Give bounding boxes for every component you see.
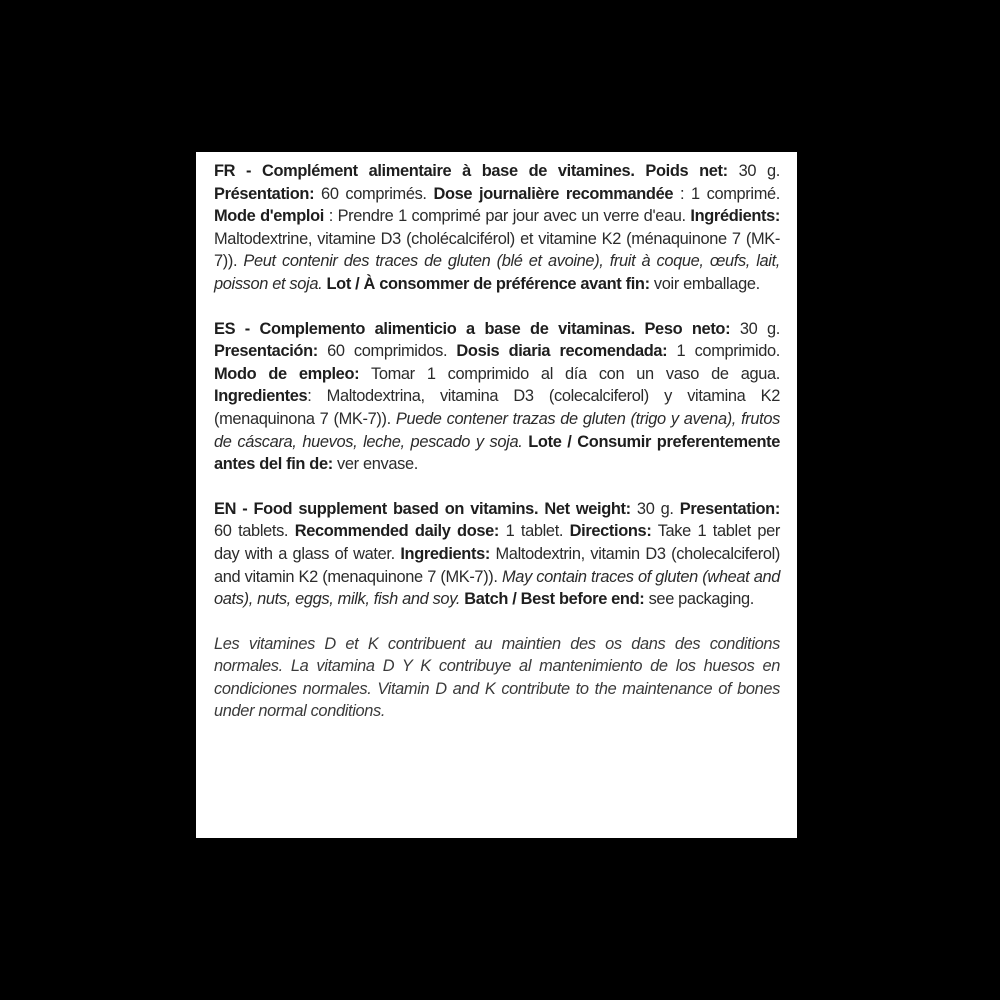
es-heading: ES - Complemento alimenticio a base de vitaminas.	[214, 319, 635, 338]
spacer	[214, 611, 780, 633]
fr-directions-value: : Prendre 1 comprimé par jour avec un verre d'eau.	[324, 207, 691, 226]
fr-allergens: Peut contenir des traces de gluten (blé et avoine), fruit à coque, œufs, lait, poisson et soja.	[214, 252, 780, 293]
en-batch-label: Batch / Best before end:	[460, 590, 645, 609]
fr-net-weight-value: 30 g.	[727, 162, 780, 180]
label-panel	[196, 152, 797, 838]
fr-presentation-label: Présentation:	[214, 184, 315, 203]
fr-batch-value: voir emballage.	[649, 274, 760, 293]
es-allergens: Puede contener trazas de gluten (trigo y avena), frutos de cáscara, huevos, leche, pescado y soja.	[214, 409, 780, 451]
fr-ingredients-label: Ingrédients:	[690, 207, 781, 226]
es-ingredients-value: : Maltodextrina, vitamina D3 (colecalciferol) y vitamina K2 (menaquinona 7 (MK-7)).	[214, 387, 780, 428]
es-presentation-label: Presentación:	[214, 342, 318, 361]
en-batch-value: see packaging.	[644, 590, 754, 609]
en-directions-label: Directions:	[569, 522, 652, 541]
en-directions-value: Take 1 tablet per day with a glass of water.	[214, 522, 780, 563]
es-net-weight-value: 30 g.	[730, 319, 780, 338]
es-directions-label: Modo de empleo:	[214, 364, 360, 383]
en-net-weight-value: 30 g.	[630, 499, 680, 518]
fr-presentation-value: 60 comprimés.	[314, 184, 434, 203]
en-dose-value: 1 tablet.	[499, 522, 570, 541]
fr-directions-label: Mode d'emploi	[214, 207, 325, 226]
es-batch-value: ver envase.	[332, 455, 418, 474]
fr-heading: FR - Complément alimentaire à base de vitamines.	[214, 162, 635, 180]
es-batch-label: Lote / Consumir preferentemente antes del fin de:	[214, 432, 780, 474]
en-net-weight-label: Net weight:	[544, 499, 631, 518]
label-content	[214, 160, 780, 723]
es-dose-value: 1 comprimido.	[667, 342, 780, 361]
spacer	[214, 296, 780, 318]
en-ingredients-label: Ingredients:	[400, 544, 490, 563]
es-net-weight-label: Peso neto:	[644, 319, 731, 338]
en-presentation-label: Presentation:	[679, 499, 780, 518]
health-claims: Les vitamines D et K contribuent au maintien des os dans des conditions normales. La vitamina D Y K contribuye al mantenimiento de los huesos en condiciones normales. Vitamin D and K contribute to the maintenance of bones under normal conditions.	[214, 634, 780, 721]
section-fr	[214, 160, 780, 296]
section-es	[214, 318, 780, 476]
en-heading: EN - Food supplement based on vitamins.	[214, 499, 539, 518]
es-presentation-value: 60 comprimidos.	[317, 342, 457, 361]
es-dose-label: Dosis diaria recomendada:	[456, 342, 668, 361]
es-ingredients-label: Ingredientes	[214, 387, 308, 406]
en-presentation-value: 60 tablets.	[214, 522, 295, 541]
fr-dose-value: : 1 comprimé.	[673, 184, 780, 203]
en-ingredients-value: Maltodextrin, vitamin D3 (cholecalciferol) and vitamin K2 (menaquinone 7 (MK-7)).	[214, 544, 780, 586]
en-allergens: May contain traces of gluten (wheat and oats), nuts, eggs, milk, fish and soy.	[214, 567, 781, 609]
es-directions-value: Tomar 1 comprimido al día con un vaso de agua.	[359, 364, 780, 383]
fr-ingredients-value: Maltodextrine, vitamine D3 (cholécalciférol) et vitamine K2 (ménaquinone 7 (MK-7)).	[214, 229, 780, 271]
fr-batch-label: Lot / À consommer de préférence avant fin:	[322, 274, 650, 293]
section-en	[214, 498, 780, 611]
en-dose-label: Recommended daily dose:	[294, 522, 500, 541]
fr-dose-label: Dose journalière recommandée	[433, 184, 674, 203]
fr-net-weight-label: Poids net:	[645, 162, 728, 180]
spacer	[214, 476, 780, 498]
